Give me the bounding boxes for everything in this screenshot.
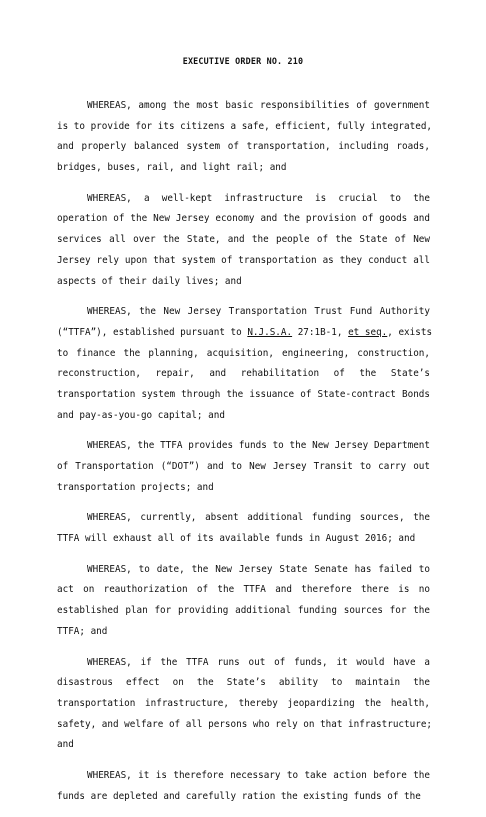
text-line: bridges, buses, rail, and light rail; and: [57, 162, 287, 174]
text-line: is to provide for its citizens a safe, efficient, fully integrated,: [57, 120, 433, 132]
text-line: TTFA; and: [57, 625, 108, 637]
text-line: transportation infrastructure, thereby jeopardizing the health,: [57, 697, 430, 709]
text-line: established plan for providing additional funding sources for the: [57, 605, 430, 617]
whereas-paragraph: [57, 560, 430, 643]
text-line: and properly balanced system of transportation, including roads,: [57, 141, 430, 153]
text-line: WHEREAS, a well-kept infrastructure is crucial to the: [87, 192, 430, 204]
text-line: act on reauthorization of the TTFA and therefore there is no: [57, 584, 430, 596]
text-line: WHEREAS, the TTFA provides funds to the New Jersey Department: [87, 440, 430, 452]
text-line: Jersey rely upon that system of transportation as they conduct all: [57, 254, 430, 266]
text-line: safety, and welfare of all persons who rely on that infrastructure;: [57, 718, 433, 730]
whereas-paragraph: [57, 766, 430, 807]
whereas-paragraph: [57, 189, 430, 292]
whereas-paragraph: [57, 508, 430, 549]
text-line: and pay-as-you-go capital; and: [57, 409, 225, 421]
text-line: WHEREAS, if the TTFA runs out of funds, it would have a: [87, 656, 430, 668]
et-seq-citation: et seq.: [348, 326, 388, 338]
text-segment: (“TTFA”), established pursuant to: [57, 326, 248, 338]
text-line: and: [57, 739, 74, 751]
text-line: of Transportation (“DOT”) and to New Jersey Transit to carry out: [57, 461, 430, 472]
whereas-paragraph: [57, 653, 433, 756]
text-line: aspects of their daily lives; and: [57, 275, 242, 287]
whereas-paragraph: [57, 96, 433, 179]
text-line: operation of the New Jersey economy and the provision of goods and: [57, 213, 430, 225]
text-line: WHEREAS, it is therefore necessary to take action before the: [87, 769, 430, 781]
text-line: WHEREAS, to date, the New Jersey State Senate has failed to: [87, 563, 430, 575]
text-line: TTFA will exhaust all of its available funds in August 2016; and: [57, 533, 416, 545]
text-line: funds are depleted and carefully ration the existing funds of the: [57, 790, 421, 802]
statute-citation: N.J.S.A.: [247, 326, 293, 338]
text-line: services all over the State, and the people of the State of New: [57, 234, 430, 246]
text-line: reconstruction, repair, and rehabilitation of the State’s: [57, 368, 430, 380]
text-line: [57, 323, 433, 344]
whereas-paragraph: [57, 436, 430, 498]
text-segment: , exists: [387, 326, 433, 338]
document-body: [57, 96, 433, 817]
whereas-paragraph: [57, 302, 433, 426]
text-segment: 27:1B-1,: [292, 326, 349, 338]
text-line: transportation system through the issuance of State-contract Bonds: [57, 388, 430, 400]
text-line: disastrous effect on the State’s ability to maintain the: [57, 677, 430, 689]
text-line: transportation projects; and: [57, 481, 214, 493]
text-line: to finance the planning, acquisition, engineering, construction,: [57, 347, 430, 359]
text-line: WHEREAS, currently, absent additional funding sources, the: [87, 512, 430, 524]
text-line: WHEREAS, among the most basic responsibilities of government: [87, 100, 430, 111]
page-title: EXECUTIVE ORDER NO. 210: [182, 56, 304, 66]
text-line: WHEREAS, the New Jersey Transportation Trust Fund Authority: [87, 306, 430, 318]
